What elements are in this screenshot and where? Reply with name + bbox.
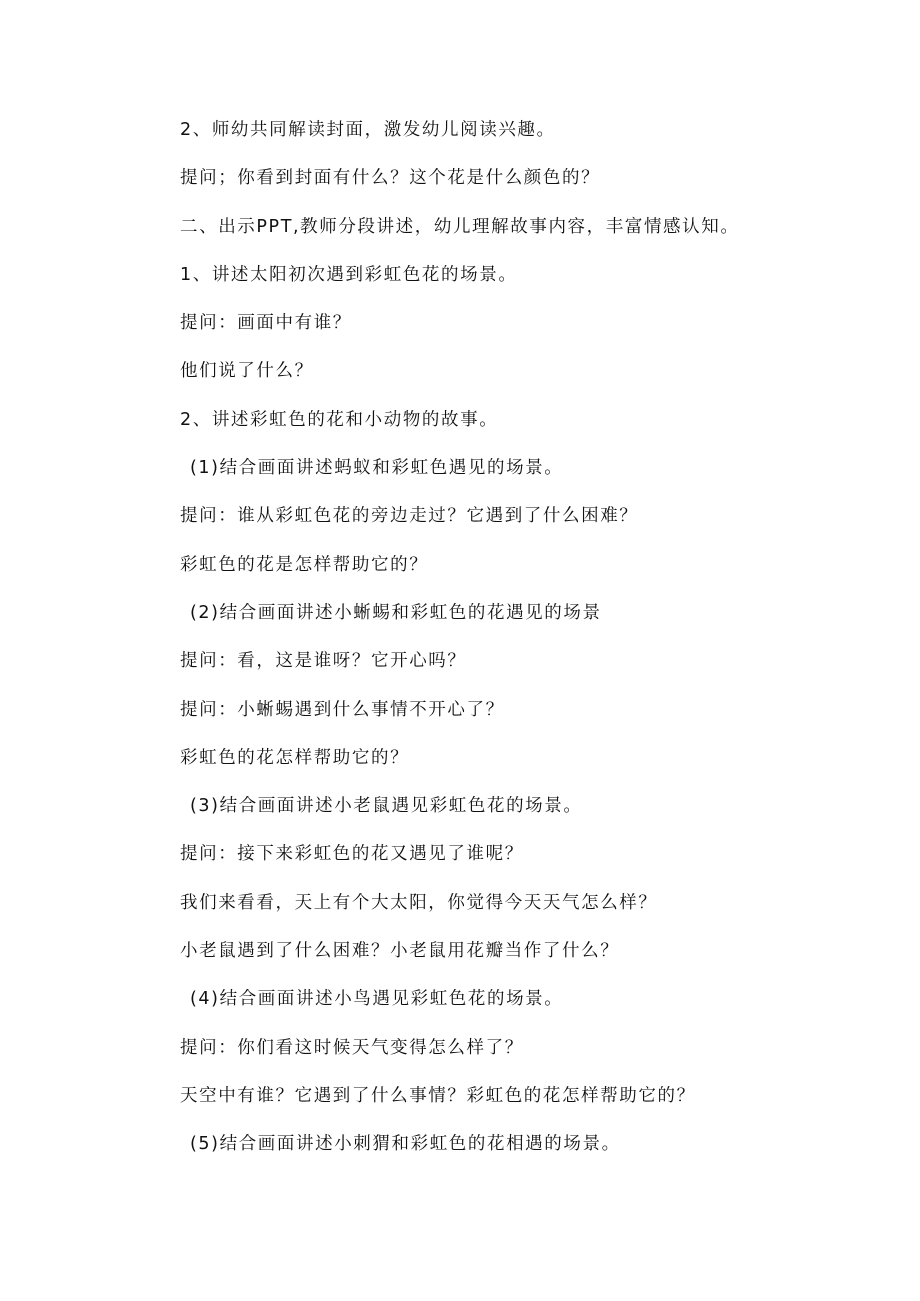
text-line: 2、讲述彩虹色的花和小动物的故事。 (180, 409, 499, 430)
text-line: 提问：谁从彩虹色花的旁边走过？它遇到了什么困难？ (180, 506, 639, 527)
section-heading: 二、出示PPT,教师分段讲述，幼儿理解故事内容，丰富情感认知。 (180, 216, 740, 237)
text-line: 小老鼠遇到了什么困难？小老鼠用花瓣当作了什么？ (180, 941, 620, 962)
text-line: 提问：小蜥蜴遇到什么事情不开心了？ (180, 699, 505, 720)
text-line: 他们说了什么？ (180, 361, 314, 382)
text-line: 提问：你们看这时候天气变得怎么样了？ (180, 1037, 524, 1058)
text-line: 2、师幼共同解读封面，激发幼儿阅读兴趣。 (180, 120, 556, 140)
text-line: 提问：接下来彩虹色的花又遇见了谁呢？ (180, 844, 524, 865)
text-line: 1、讲述太阳初次遇到彩虹色花的场景。 (180, 264, 518, 285)
sub-item: (1)结合画面讲述蚂蚁和彩虹色遇见的场景。 (190, 458, 564, 479)
text-line: 我们来看看，天上有个大太阳，你觉得今天天气怎么样？ (180, 892, 658, 913)
text-line: 彩虹色的花是怎样帮助它的？ (180, 554, 429, 575)
sub-item: (4)结合画面讲述小鸟遇见彩虹色花的场景。 (190, 989, 564, 1010)
sub-item: (2)结合画面讲述小蜥蜴和彩虹色的花遇见的场景 (190, 602, 602, 623)
sub-item: (3)结合画面讲述小老鼠遇见彩虹色花的场景。 (190, 796, 583, 817)
text-line: 天空中有谁？它遇到了什么事情？彩虹色的花怎样帮助它的？ (180, 1085, 696, 1106)
sub-item: (5)结合画面讲述小刺猬和彩虹色的花相遇的场景。 (190, 1134, 621, 1155)
text-line: 提问；你看到封面有什么？这个花是什么颜色的？ (180, 168, 601, 189)
text-line: 彩虹色的花怎样帮助它的？ (180, 747, 410, 768)
text-line: 提问：画面中有谁？ (180, 313, 352, 334)
document-body (180, 116, 880, 1179)
text-line: 提问：看，这是谁呀？它开心吗？ (180, 651, 467, 672)
